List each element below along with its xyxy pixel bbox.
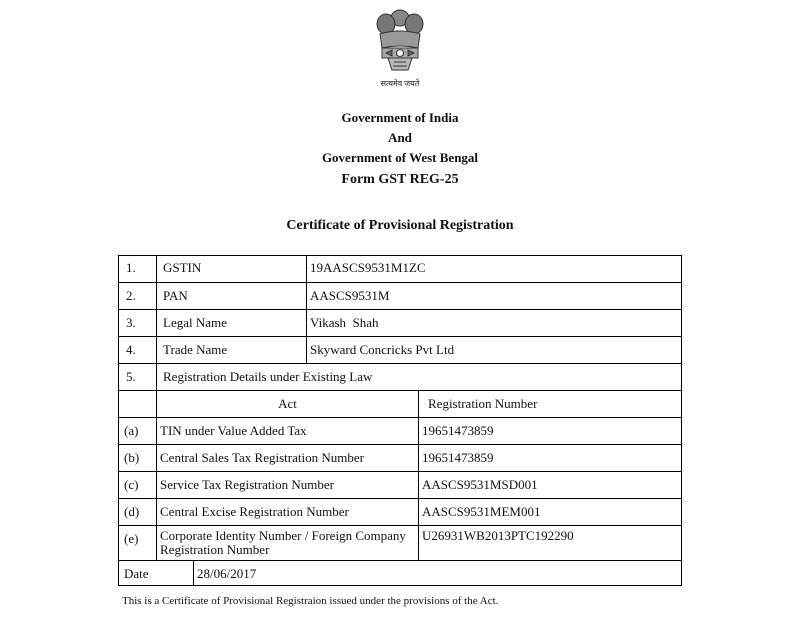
table-row (118, 498, 682, 525)
row-label: Trade Name (156, 337, 227, 363)
act-code: (c) (124, 477, 139, 492)
registration-number: 19651473859 (418, 445, 494, 471)
certificate-title: Certificate of Provisional Registration (286, 218, 514, 233)
act-name: Central Sales Tax Registration Number (156, 445, 364, 471)
act-name: Central Excise Registration Number (156, 499, 349, 525)
row-number: 3. (126, 315, 136, 330)
act-name-line-1: Corporate Identity Number / Foreign Company (160, 528, 406, 543)
date-row (118, 560, 682, 586)
act-code: (d) (124, 504, 140, 519)
header-state-government: Government of West Bengal (321, 150, 479, 165)
certificate-table (118, 255, 682, 586)
row-number: 5. (126, 369, 136, 384)
footer-note: This is a Certificate of Provisional Registraion issued under the provisions of the Act. (122, 595, 499, 607)
table-row (118, 525, 682, 560)
act-code: (a) (124, 423, 139, 438)
row-label: Legal Name (156, 310, 227, 336)
table-row (118, 471, 682, 498)
pan-value: AASCS9531M (306, 283, 389, 309)
registration-number: U26931WB2013PTC192290 (418, 526, 574, 560)
table-row (118, 444, 682, 471)
emblem-motto: सत्यमेव जयते (380, 79, 420, 88)
trade-name-value: Skyward Concricks Pvt Ltd (306, 337, 454, 363)
row-number: 1. (126, 260, 136, 275)
row-number: 2. (126, 288, 136, 303)
registration-number: 19651473859 (418, 418, 494, 444)
date-label: Date (124, 566, 149, 581)
table-row (118, 282, 682, 309)
section-label: Registration Details under Existing Law (156, 364, 372, 390)
registration-number: AASCS9531MSD001 (418, 472, 538, 498)
table-row (118, 309, 682, 336)
act-name (156, 526, 406, 560)
header-government-of-india: Government of India (341, 110, 459, 125)
act-name: Service Tax Registration Number (156, 472, 334, 498)
row-number: 4. (126, 342, 136, 357)
act-code: (e) (124, 531, 139, 546)
registration-number-column-header: Registration Number (418, 391, 537, 417)
act-name: TIN under Value Added Tax (156, 418, 307, 444)
date-value: 28/06/2017 (193, 561, 256, 586)
table-row (118, 336, 682, 363)
gstin-value: 19AASCS9531M1ZC (306, 255, 426, 282)
registration-number: AASCS9531MEM001 (418, 499, 540, 525)
row-label: PAN (156, 283, 188, 309)
table-row (118, 255, 682, 282)
legal-name-value: Vikash Shah (306, 310, 379, 336)
header-and: And (388, 130, 412, 145)
table-row (118, 417, 682, 444)
act-name-line-2: Registration Number (160, 542, 270, 557)
act-column-header: Act (156, 391, 418, 417)
form-title: Form GST REG-25 (341, 172, 459, 187)
act-code: (b) (124, 450, 140, 465)
row-label: GSTIN (156, 255, 201, 282)
table-row (118, 363, 682, 390)
acts-header-row (118, 390, 682, 417)
